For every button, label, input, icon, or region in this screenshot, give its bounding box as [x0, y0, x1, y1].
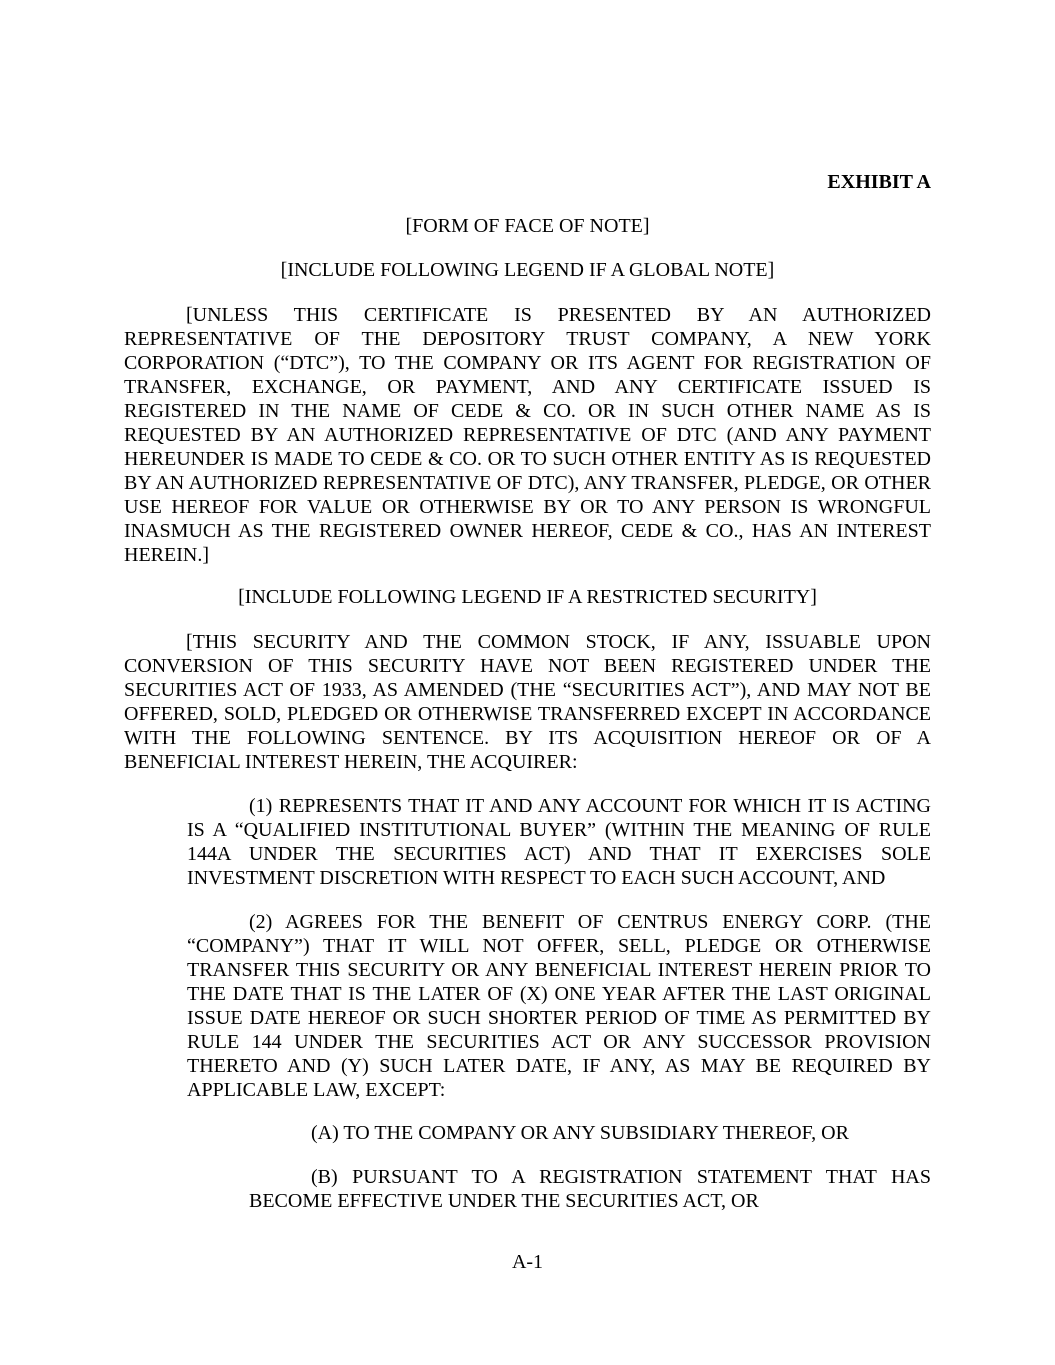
page-number: A-1	[511, 1251, 544, 1273]
global-legend-paragraph: [UNLESS THIS CERTIFICATE IS PRESENTED BY AN AUTHORIZED REPRESENTATIVE OF THE DEPOSITORY TRUST COMPANY, A NEW YORK CORPORATION (“DTC”), TO THE COMPANY OR ITS AGENT FOR REGISTRATION OF TRANSFER, EXCHANGE, OR PAYMENT, AND ANY CERTIFICATE ISSUED IS REGISTERED IN THE NAME OF CEDE & CO. OR IN SUCH OTHER NAME AS IS REQUESTED BY AN AUTHORIZED REPRESENTATIVE OF DTC (AND ANY PAYMENT HEREUNDER IS MADE TO CEDE & CO. OR TO SUCH OTHER ENTITY AS IS REQUESTED BY AN AUTHORIZED REPRESENTATIVE OF DTC), ANY TRANSFER, PLEDGE, OR OTHER USE HEREOF FOR VALUE OR OTHERWISE BY OR TO ANY PERSON IS WRONGFUL INASMUCH AS THE REGISTERED OWNER HEREOF, CEDE & CO., HAS AN INTEREST HEREIN.]	[124, 304, 931, 566]
restricted-legend-heading: [INCLUDE FOLLOWING LEGEND IF A RESTRICTED SECURITY]	[238, 586, 817, 608]
clause-a-paragraph: (A) TO THE COMPANY OR ANY SUBSIDIARY THEREOF, OR	[311, 1122, 849, 1144]
clause-b-paragraph: (B) PURSUANT TO A REGISTRATION STATEMENT THAT HAS BECOME EFFECTIVE UNDER THE SECURITIES ACT, OR	[249, 1166, 931, 1212]
form-heading: [FORM OF FACE OF NOTE]	[405, 215, 650, 237]
restricted-legend-paragraph: [THIS SECURITY AND THE COMMON STOCK, IF ANY, ISSUABLE UPON CONVERSION OF THIS SECURITY HAVE NOT BEEN REGISTERED UNDER THE SECURITIES ACT OF 1933, AS AMENDED (THE “SECURITIES ACT”), AND MAY NOT BE OFFERED, SOLD, PLEDGED OR OTHERWISE TRANSFERRED EXCEPT IN ACCORDANCE WITH THE FOLLOWING SENTENCE. BY ITS ACQUISITION HEREOF OR OF A BENEFICIAL INTEREST HEREIN, THE ACQUIRER:	[124, 631, 931, 773]
exhibit-heading: EXHIBIT A	[827, 171, 931, 193]
global-legend-heading: [INCLUDE FOLLOWING LEGEND IF A GLOBAL NOTE]	[280, 259, 775, 281]
clause-1-paragraph: (1) REPRESENTS THAT IT AND ANY ACCOUNT FOR WHICH IT IS ACTING IS A “QUALIFIED INSTITUTIONAL BUYER” (WITHIN THE MEANING OF RULE 144A UNDER THE SECURITIES ACT) AND THAT IT EXERCISES SOLE INVESTMENT DISCRETION WITH RESPECT TO EACH SUCH ACCOUNT, AND	[187, 795, 931, 889]
clause-2-paragraph: (2) AGREES FOR THE BENEFIT OF CENTRUS ENERGY CORP. (THE “COMPANY”) THAT IT WILL NOT OFFER, SELL, PLEDGE OR OTHERWISE TRANSFER THIS SECURITY OR ANY BENEFICIAL INTEREST HEREIN PRIOR TO THE DATE THAT IS THE LATER OF (X) ONE YEAR AFTER THE LAST ORIGINAL ISSUE DATE HEREOF OR SUCH SHORTER PERIOD OF TIME AS PERMITTED BY RULE 144 UNDER THE SECURITIES ACT OR ANY SUCCESSOR PROVISION THERETO AND (Y) SUCH LATER DATE, IF ANY, AS MAY BE REQUIRED BY APPLICABLE LAW, EXCEPT:	[187, 911, 931, 1101]
